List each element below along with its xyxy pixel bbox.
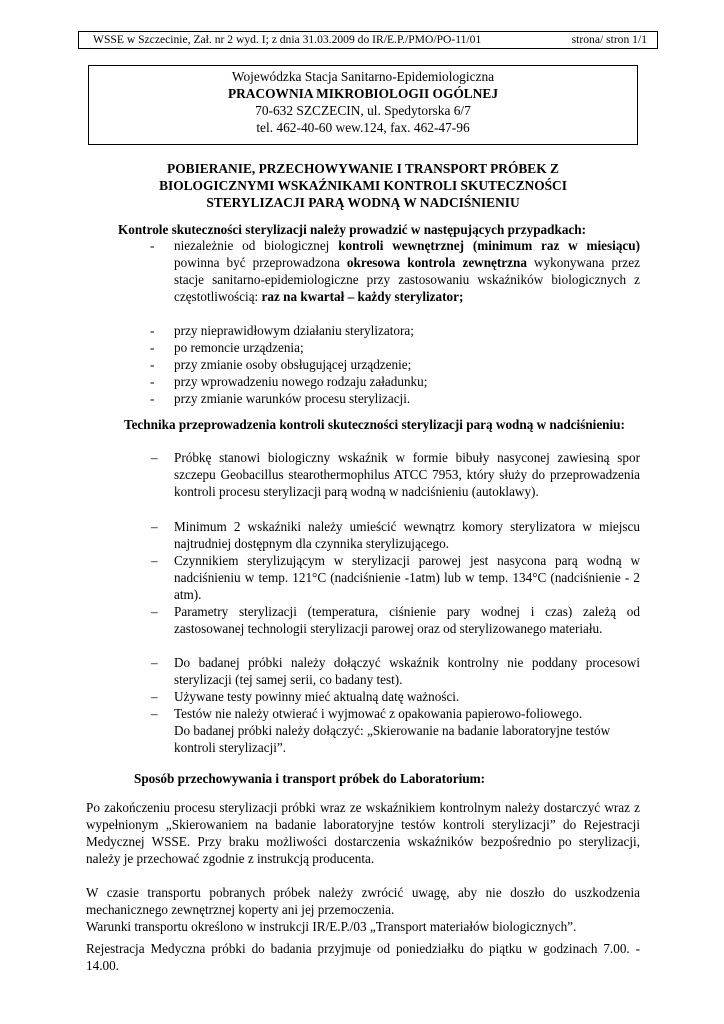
section1-item-6: przy zmianie warunków procesu sterylizacji. xyxy=(174,391,411,406)
section2-item-1: Próbkę stanowi biologiczny wskaźnik w formie bibuły nasyconej zawiesiną spor szczepu Geobacillus stearothermophilus ATCC 7953, który służy do przeprowadzenia kontroli procesu sterylizacji parą wodną w nadciśnieniu (autoklawy). xyxy=(174,450,640,499)
section3-heading: Sposób przechowywania i transport próbek do Laboratorium: xyxy=(134,771,485,786)
institution-phone: tel. 462-40-60 wew.124, fax. 462-47-96 xyxy=(256,120,470,135)
dash-marker: – xyxy=(151,450,158,465)
section1-item-1: niezależnie od biologicznej kontroli wewnętrznej (minimum raz w miesiącu) powinna być przeprowadzona okresowa kontrola zewnętrzna wykonywana przez stacje sanitarno-epidemiologiczne przy zastosowaniu wskaźników biologicznych z częstotliwością: raz na kwartał – każdy sterylizator; xyxy=(174,238,640,304)
bullet-marker: - xyxy=(150,391,155,406)
dash-marker: – xyxy=(151,519,158,534)
section2-item-3: Czynnikiem sterylizującym w sterylizacji parowej jest nasycona parą wodną w nadciśnieniu w temp. 121°C (nadciśnienie -1atm) lub w temp. 134°C (nadciśnienie - 2 atm). xyxy=(174,553,640,602)
dash-marker: – xyxy=(151,706,158,721)
bullet-marker: - xyxy=(150,238,155,253)
title-line-1: POBIERANIE, PRZECHOWYWANIE I TRANSPORT PRÓBEK Z xyxy=(167,161,559,176)
document-reference: WSSE w Szczecinie, Zał. nr 2 wyd. I; z dnia 31.03.2009 do IR/E.P./PMO/PO-11/01 xyxy=(93,33,482,46)
institution-name: Wojewódzka Stacja Sanitarno-Epidemiologiczna xyxy=(231,69,495,84)
institution-address: 70-632 SZCZECIN, ul. Spedytorska 6/7 xyxy=(255,103,471,118)
page-counter: strona/ stron 1/1 xyxy=(571,33,647,46)
section1-item-4: przy zmianie osoby obsługującej urządzenie; xyxy=(174,357,412,372)
dash-marker: – xyxy=(151,604,158,619)
section3-paragraph-2: W czasie transportu pobranych próbek należy zwrócić uwagę, aby nie doszło do uszkodzenia mechanicznego zewnętrznej koperty ani jej przemoczenia. xyxy=(86,885,640,917)
section3-paragraph-3: Warunki transportu określono w instrukcji IR/E.P./03 „Transport materiałów biologicznych”. xyxy=(86,919,577,934)
section2-item-6: Używane testy powinny mieć aktualną datę ważności. xyxy=(174,689,460,704)
institution-box xyxy=(88,65,638,145)
dash-marker: – xyxy=(151,553,158,568)
section1-item-5: przy wprowadzeniu nowego rodzaju załadunku; xyxy=(174,374,428,389)
section2-item-4: Parametry sterylizacji (temperatura, ciśnienie pary wodnej i czas) zależą od zastosowanej technologii sterylizacji parowej oraz od sterylizowanego materiału. xyxy=(174,604,640,636)
section2-item-5: Do badanej próbki należy dołączyć wskaźnik kontrolny nie poddany procesowi sterylizacji (tej samej serii, co badany test). xyxy=(174,655,640,687)
section1-heading: Kontrole skuteczności sterylizacji należy prowadzić w następujących przypadkach: xyxy=(118,222,586,237)
dash-marker: – xyxy=(151,655,158,670)
bullet-marker: - xyxy=(150,323,155,338)
section1-item-3: po remoncie urządzenia; xyxy=(174,340,304,355)
section3-paragraph-1: Po zakończeniu procesu sterylizacji próbki wraz ze wskaźnikiem kontrolnym należy dostarczyć wraz z wypełnionym „Skierowaniem na badanie laboratoryjne testów kontroli sterylizacji” do Rejestracji Medycznej WSSE. Przy braku możliwości dostarczenia wskaźników bezpośrednio po sterylizacji, należy je przechować zgodnie z instrukcją producenta. xyxy=(86,800,640,866)
document-title xyxy=(90,160,636,211)
section3-paragraph-4: Rejestracja Medyczna próbki do badania przyjmuje od poniedziałku do piątku w godzinach 7.00. - 14.00. xyxy=(86,941,640,973)
laboratory-name: PRACOWNIA MIKROBIOLOGII OGÓLNEJ xyxy=(227,86,499,101)
bullet-marker: - xyxy=(150,340,155,355)
document-header-bar xyxy=(78,31,658,49)
title-line-2: BIOLOGICZNYMI WSKAŹNIKAMI KONTROLI SKUTECZNOŚCI xyxy=(159,178,567,193)
title-line-3: STERYLIZACJI PARĄ WODNĄ W NADCIŚNIENIU xyxy=(206,195,520,210)
bullet-marker: - xyxy=(150,374,155,389)
section2-heading: Technika przeprowadzenia kontroli skuteczności sterylizacji parą wodną w nadciśnieniu: xyxy=(124,417,625,432)
dash-marker: – xyxy=(151,689,158,704)
section2-note: Do badanej próbki należy dołączyć: „Skierowanie na badanie laboratoryjne testów kontroli sterylizacji”. xyxy=(174,723,611,755)
section2-item-7: Testów nie należy otwierać i wyjmować z opakowania papierowo-foliowego. xyxy=(174,706,583,721)
bullet-marker: - xyxy=(150,357,155,372)
section1-item-2: przy nieprawidłowym działaniu sterylizatora; xyxy=(174,323,414,338)
section2-item-2: Minimum 2 wskaźniki należy umieścić wewnątrz komory sterylizatora w miejscu najtrudniej dostępnym dla czynnika sterylizującego. xyxy=(174,519,640,551)
